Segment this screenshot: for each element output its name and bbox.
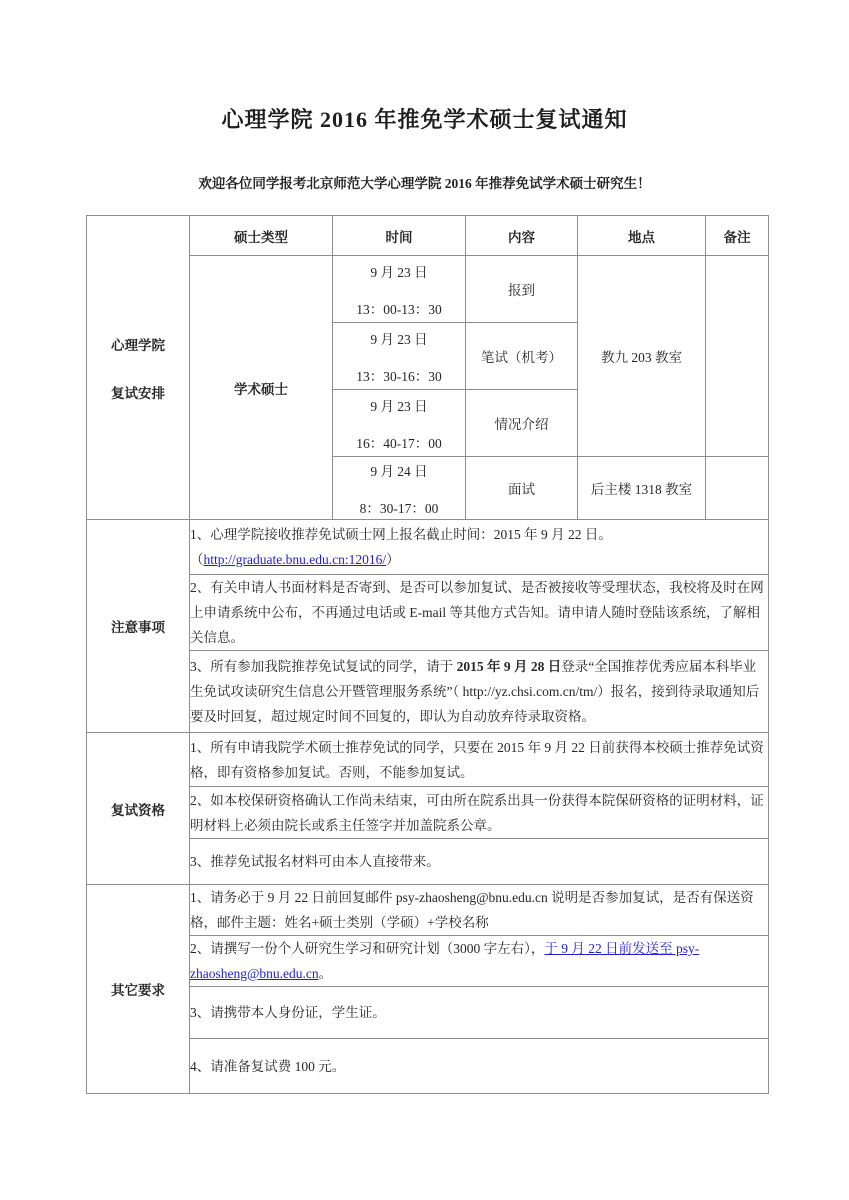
location-cell-main: 教九 203 教室 xyxy=(578,256,706,457)
date-text: 9 月 24 日 xyxy=(370,463,428,479)
qualification-item-2: 2、如本校保研资格确认工作尚未结束，可由所在院系出具一份获得本院保研资格的证明材料，证明材料上必须由院长或系主任签字并加盖院系公章。 xyxy=(190,787,769,839)
schedule-row-checkin xyxy=(87,256,769,323)
remark-cell-1 xyxy=(706,256,769,457)
header-location: 地点 xyxy=(578,216,706,256)
section-label-notes: 注意事项 xyxy=(87,520,190,733)
page-subtitle: 欢迎各位同学报考北京师范大学心理学院 2016 年推荐免试学术硕士研究生！ xyxy=(198,176,651,191)
section-label-qualification: 复试资格 xyxy=(87,733,190,885)
header-remark: 备注 xyxy=(706,216,769,256)
other-item-3: 3、请携带本人身份证，学生证。 xyxy=(190,987,769,1039)
note-1-text: 1、心理学院接收推荐免试硕士网上报名截止时间：2015 年 9 月 22 日。 xyxy=(190,527,612,542)
time-cell-introduction xyxy=(333,390,466,457)
time-text: 16：40-17：00 xyxy=(356,435,442,451)
time-cell-written-test xyxy=(333,323,466,390)
content-cell-written-test: 笔试（机考） xyxy=(466,323,578,390)
master-type-cell: 学术硕士 xyxy=(190,256,333,520)
section-label-review-schedule xyxy=(87,216,190,520)
location-cell-interview: 后主楼 1318 教室 xyxy=(578,457,706,520)
date-text: 9 月 23 日 xyxy=(370,398,428,414)
header-content: 内容 xyxy=(466,216,578,256)
other-2-text-pre: 2、请撰写一份个人研究生学习和研究计划（3000 字左右）， xyxy=(190,941,545,956)
page-title: 心理学院 2016 年推免学术硕士复试通知 xyxy=(221,107,628,132)
note-item-2: 2、有关申请人书面材料是否寄到、是否可以参加复试、是否被接收等受理状态，我校将及时在网上申请系统中公布，不再通过电话或 E-mail 等其他方式告知。请申请人随时登陆该系统，了解相关信息。 xyxy=(190,575,769,651)
section-label-line2: 复试安排 xyxy=(111,385,165,401)
time-text: 13：30-16：30 xyxy=(356,368,442,384)
content-cell-introduction: 情况介绍 xyxy=(466,390,578,457)
note-3-bold-date: 2015 年 9 月 28 日 xyxy=(456,659,562,674)
qualification-item-3: 3、推荐免试报名材料可由本人直接带来。 xyxy=(190,839,769,885)
note-1-paren-open: （ xyxy=(190,552,204,567)
content-cell-interview: 面试 xyxy=(466,457,578,520)
header-time: 时间 xyxy=(333,216,466,256)
other-row-4 xyxy=(87,1039,769,1094)
other-item-2 xyxy=(190,936,769,987)
qualification-row-1 xyxy=(87,733,769,787)
time-cell-interview xyxy=(333,457,466,520)
qualification-row-3 xyxy=(87,839,769,885)
other-row-3 xyxy=(87,987,769,1039)
email-send-link[interactable]: 于 9 月 22 日前发送至 psy-zhaosheng@bnu.edu.cn xyxy=(190,941,700,981)
other-row-2 xyxy=(87,936,769,987)
other-item-1: 1、请务必于 9 月 22 日前回复邮件 psy-zhaosheng@bnu.edu.cn 说明是否参加复试，是否有保送资格，邮件主题：姓名+硕士类别（学硕）+学校名称 xyxy=(190,885,769,936)
notes-row-3 xyxy=(87,651,769,733)
date-text: 9 月 23 日 xyxy=(370,264,428,280)
time-text: 8：30-17：00 xyxy=(359,500,439,516)
notes-row-1 xyxy=(87,520,769,575)
note-3-text-post: 登录“全国推荐优秀应届本科毕业生免试攻读研究生信息公开暨管理服务系统”（ http://yz.chsi.com.cn/tm/）报名，接到待录取通知后要及时回复，超过规定时间不回复的，即认为自动放弃待录取资格。 xyxy=(190,659,760,724)
time-text: 13：00-13：30 xyxy=(356,301,442,317)
other-2-text-post: 。 xyxy=(318,966,333,981)
note-item-1 xyxy=(190,520,769,575)
notice-table xyxy=(86,215,769,1094)
table-header-row xyxy=(87,216,769,256)
note-3-text-pre: 3、所有参加我院推荐免试复试的同学，请于 xyxy=(190,659,457,674)
notes-row-2 xyxy=(87,575,769,651)
other-item-4: 4、请准备复试费 100 元。 xyxy=(190,1039,769,1094)
note-item-3 xyxy=(190,651,769,733)
section-label-line1: 心理学院 xyxy=(111,337,165,353)
qualification-item-1: 1、所有申请我院学术硕士推荐免试的同学，只要在 2015 年 9 月 22 日前获得本校硕士推荐免试资格，即有资格参加复试。否则，不能参加复试。 xyxy=(190,733,769,787)
qualification-row-2 xyxy=(87,787,769,839)
content-cell-checkin: 报到 xyxy=(466,256,578,323)
time-cell-checkin xyxy=(333,256,466,323)
note-1-paren-close: ） xyxy=(386,552,400,567)
graduate-registration-link[interactable]: http://graduate.bnu.edu.cn:12016/ xyxy=(203,552,387,567)
header-master-type: 硕士类型 xyxy=(190,216,333,256)
other-row-1 xyxy=(87,885,769,936)
remark-cell-2 xyxy=(706,457,769,520)
date-text: 9 月 23 日 xyxy=(370,331,428,347)
section-label-other: 其它要求 xyxy=(87,885,190,1094)
